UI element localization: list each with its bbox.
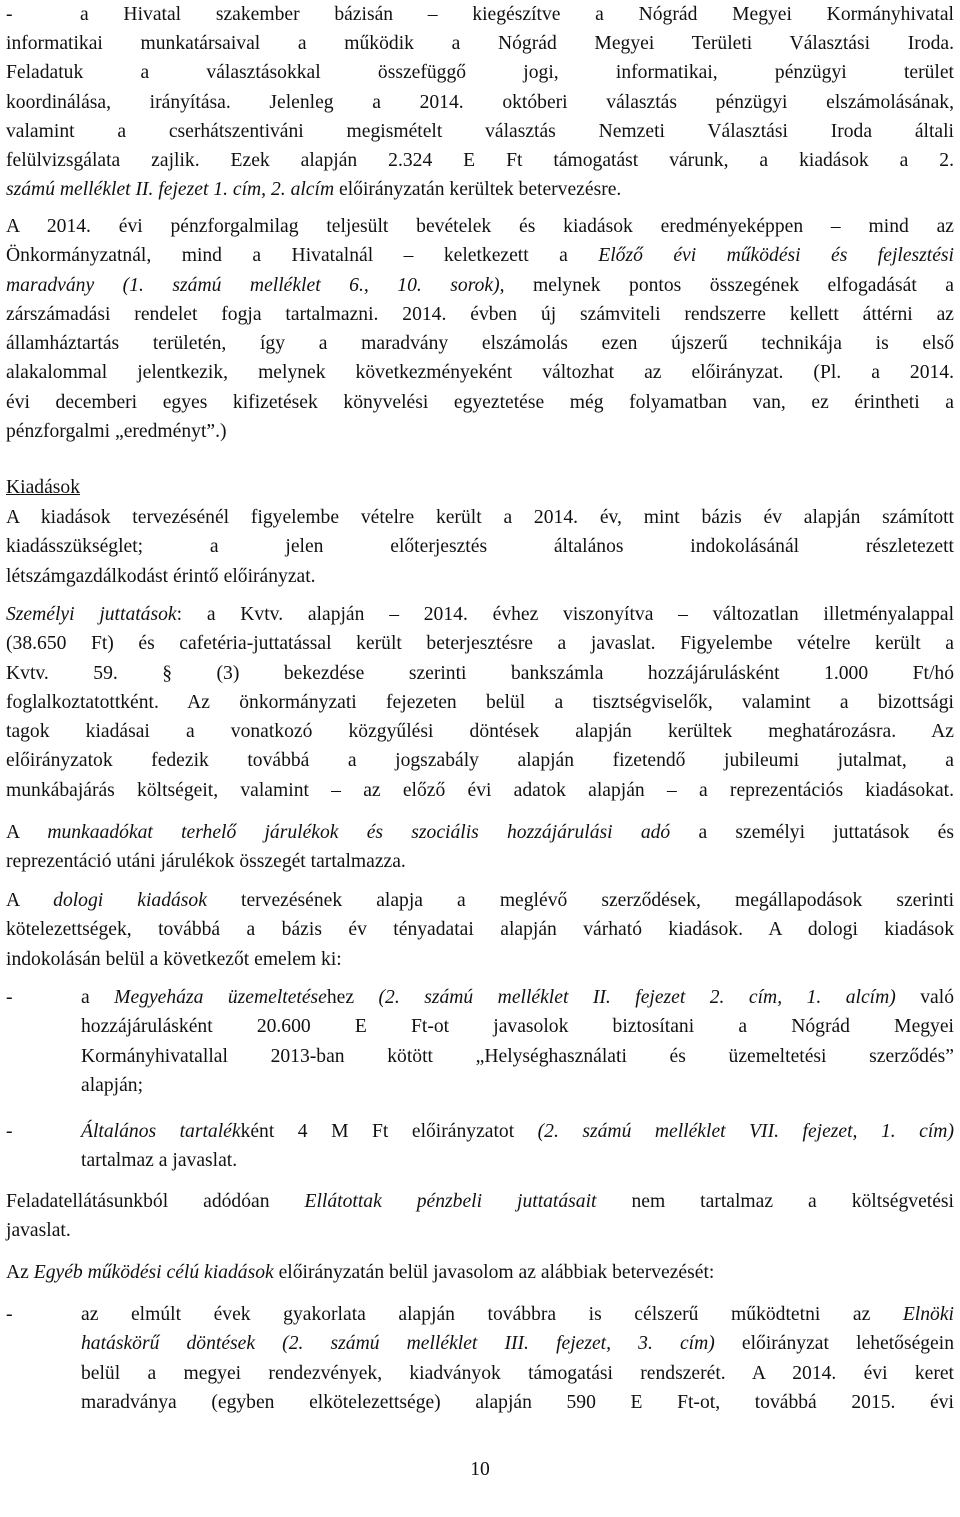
text-line: a Hivatal szakember bázisán – kiegészítve a Nógrád Megyei Kormányhivatal [80,4,954,25]
text-line: létszámgazdálkodást érintő előirányzat. [6,565,316,587]
italic-ref: (2. számú melléklet II. fejezet 2. cím, 1. alcím) [378,987,896,1008]
italic-term: Egyéb működési célú kiadások [33,1262,274,1283]
text-line: Önkormányzatnál, mind a Hivatalnál – keletkezett a Előző évi működési és fejlesztési [6,245,954,267]
text-line: pénzforgalmi „eredményt”.) [6,421,227,443]
text-line: Feladatuk a választásokkal összefüggő jogi, informatikai, pénzügyi terület [6,62,954,84]
text-line: alapján; [81,1074,144,1096]
text-line: maradványa (egyben elkötelezettsége) alapján 590 E Ft-ot, továbbá 2015. évi [81,1391,954,1413]
text-line: felülvizsgálata zajlik. Ezek alapján 2.324 E Ft támogatást várunk, a kiadások a 2. [6,150,954,172]
text-line: előirányzatok fedezik továbbá a jogszabály alapján fizetendő jubileumi jutalmat, a [6,750,954,772]
text-line: foglalkoztatottként. Az önkormányzati fejezeten belül a tisztségviselők, valamint a bizottsági [6,691,954,713]
text-line: hozzájárulásként 20.600 E Ft-ot javasolok biztosítani a Nógrád Megyei [81,1016,954,1038]
italic-ref: hatáskörű döntések (2. számú melléklet III. fejezet, 3. cím) [81,1333,715,1355]
paragraph-egyeb [6,1258,954,1287]
text-line: koordinálása, irányítása. Jelenleg a 2014. októberi választás pénzügyi elszámolásának, [6,91,954,113]
list-dash: - [6,1304,13,1325]
text-line: A dologi kiadások tervezésének alapja a meglévő szerződések, megállapodások szerinti [6,890,955,911]
text-line: javaslat. [6,1220,71,1242]
italic-term: Megyeháza üzemeltetése [114,987,327,1008]
paragraph-szemelyi [6,600,954,805]
text-line: tagok kiadásai a vonatkozó közgyűlési döntések alapján kerültek meghatározásra. Az [6,721,954,743]
text-line: indokolásán belül a következőt emelem ki: [6,948,342,970]
italic-term: munkaadókat terhelő járulékok és szociális hozzájárulási adó [47,822,671,843]
text-line: államháztartás területén, így a maradvány elszámolás ezen újszerű technikája is első [6,333,954,355]
text-line: munkábajárás költségeit, valamint – az előző évi adatok alapján – a reprezentációs kiadásokat. [6,779,954,801]
italic-ref: számú melléklet II. fejezet 1. cím, 2. alcím [6,179,335,201]
paragraph-kiadasok [6,503,954,591]
text-line: Feladatellátásunkból adódóan Ellátottak pénzbeli juttatásait nem tartalmaz a költségvetési [6,1191,954,1212]
italic-term: Előző évi működési és fejlesztési [598,245,954,267]
text-line: Az Egyéb működési célú kiadások előirányzatán belül javasolom az alábbiak betervezését: [6,1262,715,1283]
text-line: kiadásszükséglet; a jelen előterjesztés általános indokolásánál részletezett [6,536,954,558]
text-line: az elmúlt évek gyakorlata alapján továbbra is célszerű működtetni az Elnöki [81,1304,954,1325]
text-line: Általános tartalékként 4 M Ft előirányzatot (2. számú melléklet VII. fejezet, 1. cím) [81,1121,954,1142]
heading-kiadasok: Kiadások [6,477,81,498]
text-line: A munkaadókat terhelő járulékok és szociális hozzájárulási adó a személyi juttatások és [6,822,955,843]
italic-term: dologi kiadások [53,890,207,911]
paragraph-hivatal-cont [6,29,954,205]
list-dash: - [6,4,13,25]
text-line: kötelezettségek, továbbá a bázis év tényadatai alapján várható kiadások. A dologi kiadások [6,919,954,941]
italic-term: Ellátottak pénzbeli juttatásait [304,1191,597,1212]
text-line: maradvány (1. számú melléklet 6., 10. sorok), melynek pontos összegének elfogadását a [6,274,954,296]
text-line: valamint a cserhátszentiváni megismételt választás Nemzeti Választási Iroda általi [6,120,954,142]
section-heading [6,473,954,502]
italic-ref: (2. számú melléklet VII. fejezet, 1. cím) [537,1121,954,1142]
italic-term: Személyi juttatások [6,604,177,625]
text-line: (38.650 Ft) és cafetéria-juttatással került beterjesztésre a javaslat. Figyelembe vételre került a [6,633,954,655]
italic-term: Általános tartalék [81,1121,241,1142]
text-line: a Megyeháza üzemeltetésehez (2. számú melléklet II. fejezet 2. cím, 1. alcím) való [81,987,954,1008]
text-line: informatikai munkatársaival a működik a Nógrád Megyei Területi Választási Iroda. [6,33,954,54]
paragraph-maradvany [6,212,954,446]
text-line: Személyi juttatások: a Kvtv. alapján – 2014. évhez viszonyítva – változatlan illetményalappal [6,604,955,625]
paragraph-dologi [6,886,954,974]
paragraph-jarulekok [6,818,954,877]
list-dash: - [6,1121,13,1142]
text-line: Kvtv. 59. § (3) bekezdése szerinti bankszámla hozzájárulásként 1.000 Ft/hó [6,662,954,684]
list-dash: - [6,987,13,1008]
text-line: tartalmaz a javaslat. [81,1150,238,1172]
italic-ref: maradvány (1. számú melléklet 6., 10. sorok) [6,274,500,296]
paragraph-ellatottak [6,1187,954,1246]
text-line: alakalommal jelentkezik, melynek következményeként változhat az előirányzat. (Pl. a 2014. [6,362,954,384]
text-line: számú melléklet II. fejezet 1. cím, 2. alcím előirányzatán kerültek betervezésre. [6,179,622,201]
text-line: belül a megyei rendezvények, kiadványok támogatási rendszerét. A 2014. évi keret [81,1362,954,1384]
text-line: A 2014. évi pénzforgalmilag teljesült bevételek és kiadások eredményeképpen – mind az [6,216,954,237]
text-line: Kormányhivatallal 2013-ban kötött „Helységhasználati és üzemeltetési szerződés” [81,1045,954,1067]
text-line: A kiadások tervezésénél figyelembe vételre került a 2014. év, mint bázis év alapján számított [6,507,954,528]
text-line: évi decemberi egyes kifizetések könyvelési egyeztetése még folyamatban van, ez érintheti a [6,391,954,413]
italic-term: Elnöki [902,1304,954,1325]
text-line: zárszámadási rendelet fogja tartalmazni. 2014. évben új számviteli rendszerre kellett áttérni az [6,303,954,325]
text-line: reprezentáció utáni járulékok összegét tartalmazza. [6,851,406,873]
page-number: 10 [470,1459,490,1480]
text-line: hatáskörű döntések (2. számú melléklet III. fejezet, 3. cím) előirányzat lehetőségein [81,1333,954,1355]
